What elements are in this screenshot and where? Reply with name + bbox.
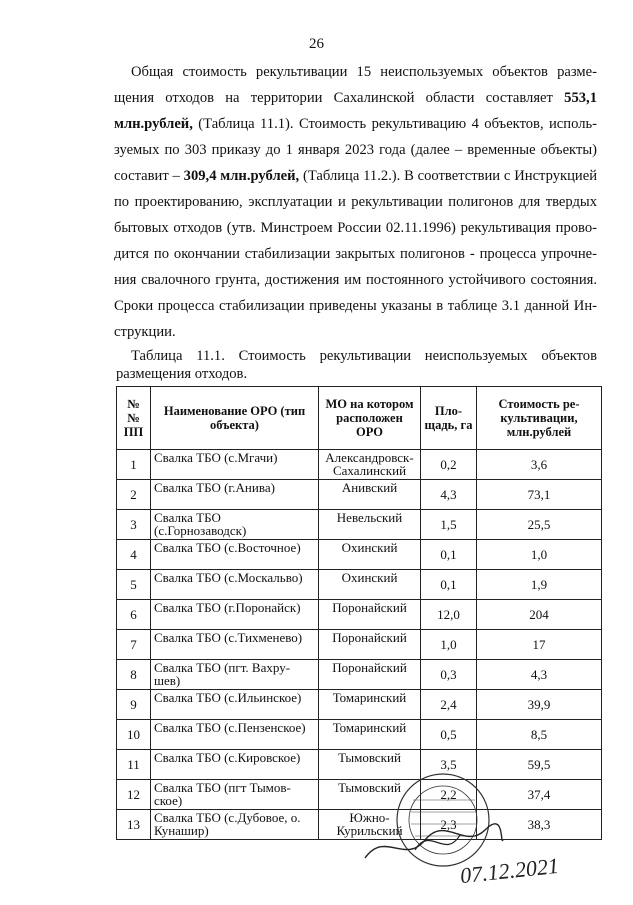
table-row xyxy=(117,750,602,780)
municipality: Поронайский xyxy=(319,600,421,630)
municipality: Южно-Курильский xyxy=(319,810,421,840)
row-number: 9 xyxy=(117,690,151,720)
reclamation-cost: 38,3 xyxy=(477,810,602,840)
table-row xyxy=(117,720,602,750)
municipality: Поронайский xyxy=(319,660,421,690)
paragraph-line: зуемых по 303 приказу до 1 января 2023 года (далее – временные объекты) xyxy=(114,142,597,158)
object-name: Свалка ТБО (пгт. Вахру-шев) xyxy=(151,660,319,690)
header-cost: Стоимость ре- культивации, млн.рублей xyxy=(477,387,602,450)
reclamation-cost: 59,5 xyxy=(477,750,602,780)
reclamation-cost: 37,4 xyxy=(477,780,602,810)
municipality: Невельский xyxy=(319,510,421,540)
reclamation-cost-table xyxy=(116,386,602,840)
object-name: Свалка ТБО (с.Ильинское) xyxy=(151,690,319,720)
row-number: 3 xyxy=(117,510,151,540)
area-ha: 0,3 xyxy=(421,660,477,690)
table-row xyxy=(117,810,602,840)
paragraph-line: Общая стоимость рекультивации 15 неиспользуемых объектов разме- xyxy=(131,64,597,80)
municipality: Тымовский xyxy=(319,750,421,780)
object-name: Свалка ТБО (с.Москальво) xyxy=(151,570,319,600)
municipality: Охинский xyxy=(319,570,421,600)
object-name: Свалка ТБО (пгт Тымов-ское) xyxy=(151,780,319,810)
row-number: 6 xyxy=(117,600,151,630)
area-ha: 0,1 xyxy=(421,540,477,570)
area-ha: 12,0 xyxy=(421,600,477,630)
municipality: Поронайский xyxy=(319,630,421,660)
reclamation-cost: 204 xyxy=(477,600,602,630)
paragraph-text: (Таблица 11.2.). В соответствии с Инструкцией xyxy=(299,168,598,184)
total-cost-unit: млн.рублей, xyxy=(114,116,193,132)
area-ha: 2,3 xyxy=(421,810,477,840)
table-row xyxy=(117,780,602,810)
row-number: 2 xyxy=(117,480,151,510)
table-header-row xyxy=(117,387,602,450)
area-ha: 2,4 xyxy=(421,690,477,720)
municipality: Александровск-Сахалинский xyxy=(319,450,421,480)
object-name: Свалка ТБО (с.Горнозаводск) xyxy=(151,510,319,540)
table-row xyxy=(117,630,602,660)
area-ha: 0,2 xyxy=(421,450,477,480)
municipality: Анивский xyxy=(319,480,421,510)
reclamation-cost: 1,9 xyxy=(477,570,602,600)
reclamation-cost: 4,3 xyxy=(477,660,602,690)
reclamation-cost: 39,9 xyxy=(477,690,602,720)
handwritten-date: 07.12.2021 xyxy=(458,852,560,889)
paragraph-text: (Таблица 11.1). Стоимость рекультивацию 4 объектов, исполь- xyxy=(192,116,597,132)
object-name: Свалка ТБО (с.Мгачи) xyxy=(151,450,319,480)
object-name: Свалка ТБО (с.Дубовое, о. Кунашир) xyxy=(151,810,319,840)
row-number: 13 xyxy=(117,810,151,840)
table-caption-continued: размещения отходов. xyxy=(116,366,248,382)
table-row xyxy=(117,600,602,630)
object-name: Свалка ТБО (с.Пензенское) xyxy=(151,720,319,750)
reclamation-cost: 73,1 xyxy=(477,480,602,510)
paragraph-line xyxy=(114,88,597,108)
table-row xyxy=(117,450,602,480)
table-row xyxy=(117,570,602,600)
paragraph-text: щения отходов на территории Сахалинской области составляет xyxy=(114,90,565,106)
reclamation-cost: 17 xyxy=(477,630,602,660)
area-ha: 0,1 xyxy=(421,570,477,600)
table-row xyxy=(117,540,602,570)
row-number: 1 xyxy=(117,450,151,480)
header-object-name: Наименование ОРО (тип объекта) xyxy=(151,387,319,450)
reclamation-cost: 25,5 xyxy=(477,510,602,540)
municipality: Томаринский xyxy=(319,690,421,720)
paragraph-line: дится по окончании стабилизации закрытых полигонов - процесса упрочне- xyxy=(114,246,597,262)
area-ha: 2,2 xyxy=(421,780,477,810)
row-number: 11 xyxy=(117,750,151,780)
area-ha: 0,5 xyxy=(421,720,477,750)
area-ha: 3,5 xyxy=(421,750,477,780)
row-number: 10 xyxy=(117,720,151,750)
paragraph-line: Сроки процесса стабилизации приведены указаны в таблице 3.1 данной Ин- xyxy=(114,298,597,314)
header-number: № № ПП xyxy=(117,387,151,450)
object-name: Свалка ТБО (г.Анива) xyxy=(151,480,319,510)
reclamation-cost: 8,5 xyxy=(477,720,602,750)
temporary-objects-cost: 309,4 млн.рублей, xyxy=(183,168,300,184)
table-row xyxy=(117,660,602,690)
table-row xyxy=(117,690,602,720)
object-name: Свалка ТБО (г.Поронайск) xyxy=(151,600,319,630)
row-number: 7 xyxy=(117,630,151,660)
table-caption: Таблица 11.1. Стоимость рекультивации неиспользуемых объектов xyxy=(131,348,597,364)
object-name: Свалка ТБО (с.Восточное) xyxy=(151,540,319,570)
row-number: 4 xyxy=(117,540,151,570)
municipality: Охинский xyxy=(319,540,421,570)
area-ha: 1,0 xyxy=(421,630,477,660)
row-number: 8 xyxy=(117,660,151,690)
table-row xyxy=(117,510,602,540)
paragraph-line: струкции. xyxy=(114,324,176,340)
row-number: 12 xyxy=(117,780,151,810)
header-municipality: МО на котором расположен ОРО xyxy=(319,387,421,450)
paragraph-line: ния свалочного грунта, достижения им постоянного устойчивого состояния. xyxy=(114,272,597,288)
reclamation-cost: 1,0 xyxy=(477,540,602,570)
total-cost-value: 553,1 xyxy=(564,90,597,106)
table-body xyxy=(117,450,602,840)
paragraph-line xyxy=(114,114,597,134)
object-name: Свалка ТБО (с.Тихменево) xyxy=(151,630,319,660)
paragraph-line xyxy=(114,166,597,186)
paragraph-text: составит – xyxy=(114,168,184,184)
paragraph-line: по проектированию, эксплуатации и рекультивации полигонов для твердых xyxy=(114,194,597,210)
header-area: Пло- щадь, га xyxy=(421,387,477,450)
reclamation-cost: 3,6 xyxy=(477,450,602,480)
table-row xyxy=(117,480,602,510)
page-number: 26 xyxy=(309,36,324,52)
municipality: Тымовский xyxy=(319,780,421,810)
area-ha: 4,3 xyxy=(421,480,477,510)
paragraph-line: бытовых отходов (утв. Минстроем России 02.11.1996) рекультивация прово- xyxy=(114,220,597,236)
area-ha: 1,5 xyxy=(421,510,477,540)
object-name: Свалка ТБО (с.Кировское) xyxy=(151,750,319,780)
municipality: Томаринский xyxy=(319,720,421,750)
row-number: 5 xyxy=(117,570,151,600)
